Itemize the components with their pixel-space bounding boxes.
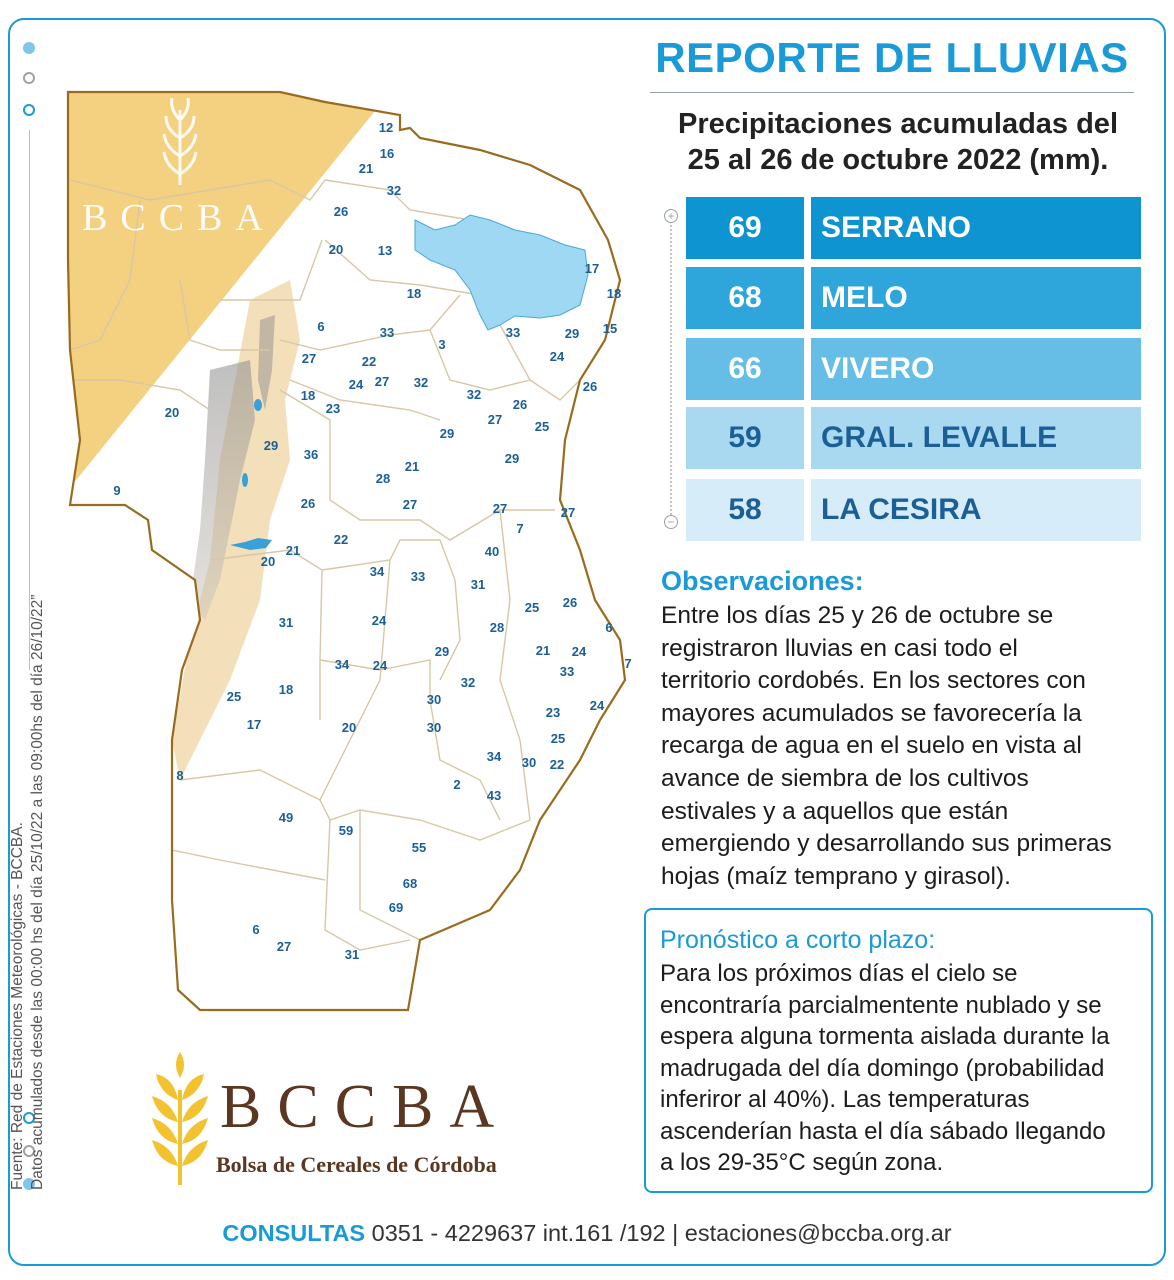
station-rain-value: 68 xyxy=(402,876,418,891)
source-line: Fuente: Red de Estaciones Meteorológicas - BCCBA. xyxy=(9,822,26,1190)
station-rain-value: 22 xyxy=(361,354,377,369)
station-rain-value: 30 xyxy=(521,755,537,770)
station-rain-value: 23 xyxy=(325,401,341,416)
station-rain-value: 15 xyxy=(602,321,618,336)
observations-line: estivales y a aquellos que están xyxy=(661,797,1009,825)
minus-icon: − xyxy=(664,515,678,529)
station-rain-value: 21 xyxy=(285,543,301,558)
station-rain-value: 28 xyxy=(489,620,505,635)
station-rain-value: 29 xyxy=(434,644,450,659)
station-rain-value: 21 xyxy=(358,161,374,176)
station-rain-value: 21 xyxy=(535,643,551,658)
ranking-row xyxy=(686,267,1141,329)
station-rain-value: 55 xyxy=(411,840,427,855)
station-rain-value: 27 xyxy=(301,351,317,366)
station-rain-value: 27 xyxy=(487,412,503,427)
station-rain-value: 30 xyxy=(426,692,442,707)
ranking-station: SERRANO xyxy=(811,197,1141,259)
station-rain-value: 12 xyxy=(378,120,394,135)
station-rain-value: 25 xyxy=(226,689,242,704)
station-rain-value: 7 xyxy=(624,656,632,671)
station-rain-value: 26 xyxy=(582,379,598,394)
forecast-title: Pronóstico a corto plazo: xyxy=(660,926,936,954)
ranking-station: VIVERO xyxy=(811,338,1141,400)
station-rain-value: 20 xyxy=(260,554,276,569)
station-rain-value: 21 xyxy=(404,459,420,474)
station-rain-value: 34 xyxy=(486,749,502,764)
ranking-station: LA CESIRA xyxy=(811,479,1141,541)
station-rain-value: 26 xyxy=(562,595,578,610)
station-rain-value: 32 xyxy=(413,375,429,390)
observations-line: territorio cordobés. En los sectores con xyxy=(661,667,1086,695)
station-rain-value: 33 xyxy=(505,325,521,340)
station-rain-value: 43 xyxy=(486,788,502,803)
station-rain-value: 3 xyxy=(438,337,446,352)
ranking-value: 68 xyxy=(686,267,804,329)
subtitle-line-1: Precipitaciones acumuladas del xyxy=(677,108,1118,140)
station-rain-value: 23 xyxy=(545,705,561,720)
plus-icon: + xyxy=(664,209,678,223)
ranking-station: GRAL. LEVALLE xyxy=(811,407,1141,469)
station-rain-value: 27 xyxy=(374,374,390,389)
footer-contact xyxy=(0,1220,1174,1247)
forecast-line: encontraría parcialmententе nublado y se xyxy=(660,991,1102,1019)
footer-label: CONSULTAS xyxy=(222,1220,366,1246)
station-rain-value: 6 xyxy=(605,620,613,635)
station-rain-value: 7 xyxy=(516,521,524,536)
station-rain-value: 36 xyxy=(303,447,319,462)
forecast-line: Para los próximos días el cielo se xyxy=(660,960,1018,987)
station-rain-value: 28 xyxy=(375,471,391,486)
station-rain-value: 22 xyxy=(549,757,565,772)
ranking-value: 58 xyxy=(686,479,804,541)
decor-dot-2 xyxy=(23,72,35,84)
logo-full-name: Bolsa de Cereales de Córdoba xyxy=(216,1152,497,1177)
source-note xyxy=(8,110,48,1190)
logo-acronym: BCCBA xyxy=(220,1073,511,1141)
page-title: REPORTE DE LLUVIAS xyxy=(655,34,1129,81)
station-rain-value: 29 xyxy=(263,438,279,453)
observations-line: mayores acumulados se favorecería la xyxy=(661,699,1082,727)
station-rain-value: 31 xyxy=(344,947,360,962)
station-rain-value: 34 xyxy=(334,657,350,672)
observations-line: hojas (maíz temprano y girasol). xyxy=(661,862,1011,890)
station-rain-value: 24 xyxy=(589,698,605,713)
station-rain-value: 25 xyxy=(524,600,540,615)
forecast-line: madrugada del día domingo (probabilidad xyxy=(660,1054,1105,1082)
station-rain-value: 20 xyxy=(328,242,344,257)
station-rain-value: 17 xyxy=(246,717,262,732)
data-period-line: Datos acumulados desde las 00:00 hs del día 25/10/22 a las 09:00hs del día 26/10/22” xyxy=(29,594,46,1190)
station-rain-value: 22 xyxy=(333,532,349,547)
observations-line: registraron lluvias en casi todo el xyxy=(661,634,1018,662)
watermark-logo-text: BCCBA xyxy=(82,197,276,239)
decor-dot-1 xyxy=(23,42,35,54)
station-rain-value: 29 xyxy=(439,426,455,441)
observations-line: Entre los días 25 y 26 de octubre se xyxy=(661,602,1054,629)
station-rain-value: 33 xyxy=(410,569,426,584)
observations-line: emergiendo y desarrollando sus primeras xyxy=(661,830,1112,858)
forecast-line: a los 29-35°C según zona. xyxy=(660,1149,944,1176)
station-rain-value: 6 xyxy=(252,922,260,937)
station-rain-value: 27 xyxy=(560,505,576,520)
station-rain-value: 24 xyxy=(372,658,388,673)
station-rain-value: 18 xyxy=(300,388,316,403)
station-rain-value: 26 xyxy=(300,496,316,511)
station-rain-value: 2 xyxy=(453,777,461,792)
station-rain-value: 40 xyxy=(484,544,500,559)
station-rain-value: 18 xyxy=(278,682,294,697)
station-rain-value: 34 xyxy=(369,564,385,579)
ranking-value: 66 xyxy=(686,338,804,400)
observations-title: Observaciones: xyxy=(661,566,864,596)
station-rain-value: 27 xyxy=(402,497,418,512)
station-rain-value: 32 xyxy=(460,675,476,690)
forecast-line: inferiror al 40%). Las temperaturas xyxy=(660,1086,1030,1113)
observations-line: avance de siembra de los cultivos xyxy=(661,764,1029,792)
station-rain-value: 69 xyxy=(388,900,404,915)
station-rain-value: 13 xyxy=(377,243,393,258)
station-rain-value: 31 xyxy=(278,615,294,630)
station-rain-value: 31 xyxy=(470,577,486,592)
station-rain-value: 33 xyxy=(379,325,395,340)
ranking-station: MELO xyxy=(811,267,1141,329)
station-rain-value: 32 xyxy=(466,387,482,402)
station-rain-value: 27 xyxy=(276,939,292,954)
station-rain-value: 33 xyxy=(559,664,575,679)
station-rain-value: 8 xyxy=(176,768,184,783)
station-rain-value: 18 xyxy=(606,286,622,301)
forecast-line: ascenderían hasta el día sábado llegando xyxy=(660,1117,1106,1145)
station-rain-value: 30 xyxy=(426,720,442,735)
station-rain-value: 6 xyxy=(317,319,325,334)
ranking-scale-line xyxy=(670,218,672,518)
station-rain-value: 26 xyxy=(512,397,528,412)
station-rain-value: 32 xyxy=(386,183,402,198)
ranking-row xyxy=(686,197,1141,259)
observations-line: recarga de agua en el suelo en vista al xyxy=(661,732,1082,760)
station-rain-value: 24 xyxy=(348,377,364,392)
page-subtitle xyxy=(650,106,1146,178)
station-rain-value: 27 xyxy=(492,501,508,516)
station-rain-value: 18 xyxy=(406,286,422,301)
ranking-value: 69 xyxy=(686,197,804,259)
station-rain-value: 25 xyxy=(534,419,550,434)
station-rain-value: 29 xyxy=(564,326,580,341)
ranking-row xyxy=(686,407,1141,469)
ranking-value: 59 xyxy=(686,407,804,469)
station-rain-value: 25 xyxy=(550,731,566,746)
station-rain-value: 20 xyxy=(164,405,180,420)
observations-text xyxy=(661,600,1151,893)
forecast-box xyxy=(644,908,1153,1193)
forecast-line: espera alguna tormenta aislada durante la xyxy=(660,1023,1110,1050)
station-rain-value: 9 xyxy=(113,483,121,498)
station-rain-value: 29 xyxy=(504,451,520,466)
ranking-row xyxy=(686,479,1141,541)
station-rain-value: 17 xyxy=(584,261,600,276)
station-rain-value: 24 xyxy=(371,613,387,628)
station-rain-value: 24 xyxy=(571,644,587,659)
title-divider xyxy=(650,92,1134,93)
station-rain-value: 59 xyxy=(338,823,354,838)
station-rain-value: 49 xyxy=(278,810,294,825)
station-rain-value: 16 xyxy=(379,146,395,161)
station-rain-value: 20 xyxy=(341,720,357,735)
footer-contact-info[interactable]: 0351 - 4229637 int.161 /192 | estaciones@bccba.org.ar xyxy=(371,1220,952,1246)
forecast-text xyxy=(660,958,1150,1179)
ranking-row xyxy=(686,338,1141,400)
subtitle-line-2: 25 al 26 de octubre 2022 (mm). xyxy=(687,144,1109,176)
station-rain-value: 26 xyxy=(333,204,349,219)
station-rain-value: 24 xyxy=(549,349,565,364)
